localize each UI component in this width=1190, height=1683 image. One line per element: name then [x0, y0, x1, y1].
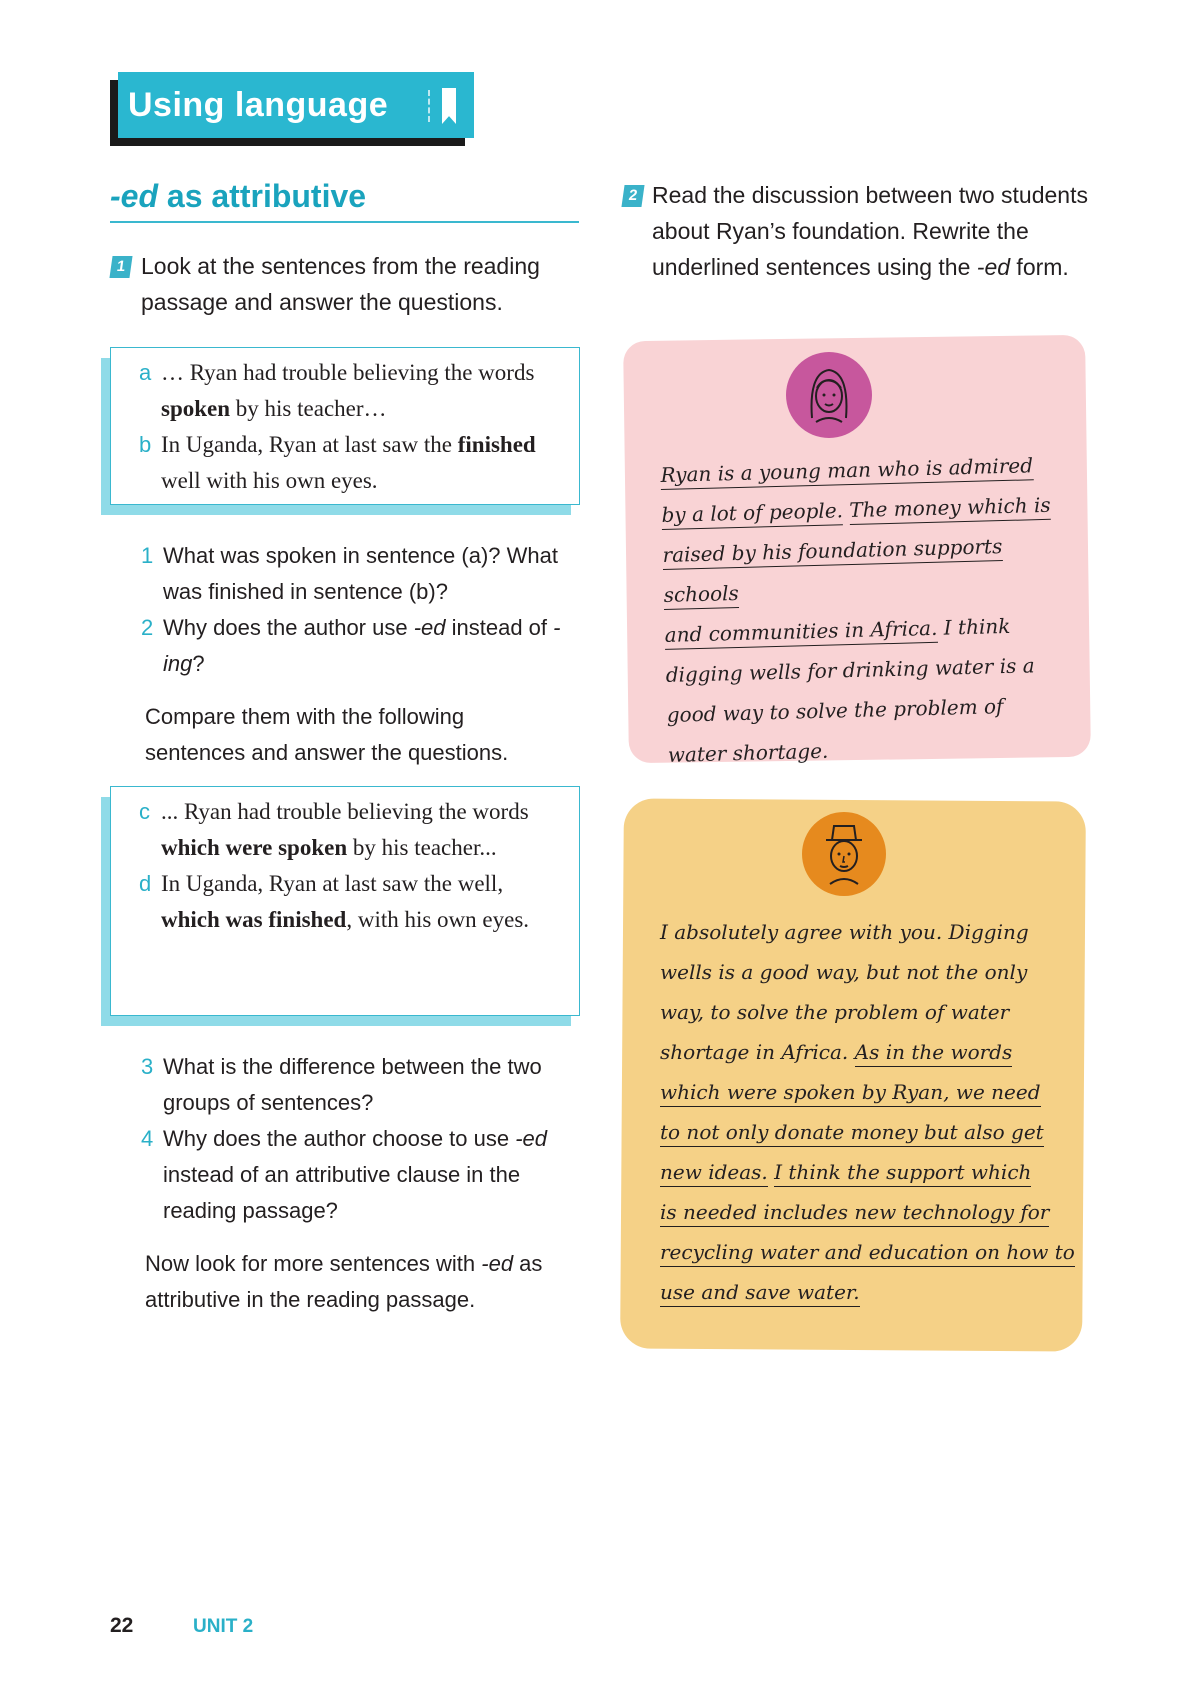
example-text: [161, 427, 563, 499]
exercise-2-instruction: [652, 177, 1102, 285]
example-sentence-d: [139, 866, 563, 938]
page-number: 22: [110, 1614, 134, 1637]
example-text-bold: which was finished: [161, 907, 347, 932]
example-text-plain: In Uganda, Ryan at last saw the: [161, 432, 458, 457]
example-text-bold: finished: [457, 432, 536, 457]
question-text-plain: ?: [192, 651, 205, 676]
boy-face-icon: [802, 812, 886, 896]
example-text-plain: In Uganda, Ryan at last saw the well,: [161, 871, 504, 896]
question-text: What was spoken in sentence (a)? What was finished in sentence (b)?: [163, 543, 558, 604]
example-text-bold: which were spoken: [161, 835, 348, 860]
example-text: [161, 794, 563, 866]
question-text: [163, 610, 586, 682]
yellow-line-2: wells is a good way, but not the only: [660, 960, 1028, 984]
question-number: 4: [141, 1126, 154, 1151]
underlined-text: and communities in Africa.: [664, 616, 937, 650]
underlined-text: The money which is: [849, 493, 1051, 525]
question-list-2: [141, 1049, 586, 1229]
grammar-heading: [110, 178, 579, 223]
example-box-2: [110, 786, 580, 1016]
pink-line-6: good way to solve the problem of: [666, 694, 1004, 727]
girl-face-icon: [786, 352, 872, 438]
example-letter: d: [139, 871, 152, 896]
yellow-card-text: [660, 912, 1080, 1312]
example-text-bold: spoken: [161, 396, 231, 421]
yellow-line-1: I absolutely agree with you. Digging: [660, 920, 1029, 944]
underlined-text: to not only donate money but also get: [660, 1120, 1044, 1147]
banner-title: Using language: [128, 85, 389, 124]
closing-text-em: -ed: [481, 1251, 514, 1276]
example-sentence-c: [139, 794, 563, 866]
question-number: 1: [141, 543, 154, 568]
example-letter: c: [139, 799, 150, 824]
plain-text: I think: [937, 613, 1011, 640]
pink-card-text: [660, 444, 1088, 775]
underlined-text: I think the support which: [774, 1160, 1031, 1187]
boy-avatar-icon: [802, 812, 886, 896]
yellow-line-6: [660, 1112, 1080, 1152]
closing-text-plain: Now look for more sentences with: [145, 1251, 482, 1276]
example-text-plain: , with his own eyes.: [346, 907, 530, 932]
question-text-em: -ed: [413, 615, 446, 640]
example-text-plain: by his teacher...: [347, 835, 497, 860]
question-text-em: -ing: [163, 615, 561, 676]
example-text: [161, 355, 563, 427]
example-text-plain: by his teacher…: [230, 396, 387, 421]
compare-instruction: Compare them with the following sentences and answer the questions.: [145, 704, 509, 765]
yellow-line-5: [660, 1072, 1080, 1112]
yellow-line-8: [660, 1192, 1080, 1232]
underlined-text: is needed includes new technology for: [660, 1200, 1049, 1227]
exercise-2-badge: 2: [621, 185, 644, 207]
underlined-text: Ryan is a young man who is admired: [660, 453, 1033, 490]
pink-line-3: [662, 524, 1084, 615]
yellow-line-7: [660, 1152, 1080, 1192]
question-text-plain: instead of an attributive clause in the reading passage?: [163, 1162, 521, 1223]
yellow-line-9: [660, 1232, 1080, 1272]
question-text-plain: Why does the author use: [163, 615, 414, 640]
grammar-heading-ed: -ed: [110, 178, 158, 214]
question-4: [141, 1121, 586, 1229]
question-number: 2: [141, 615, 154, 640]
underlined-text: by a lot of people.: [661, 498, 843, 530]
underlined-text: new ideas.: [660, 1160, 768, 1187]
underlined-text: As in the words: [855, 1040, 1013, 1067]
plain-text: shortage in Africa.: [660, 1040, 855, 1064]
unit-label: UNIT 2: [193, 1616, 254, 1637]
pink-line-5: digging wells for drinking water is a: [665, 653, 1035, 687]
example-letter: a: [139, 360, 152, 385]
question-text-plain: instead of: [445, 615, 554, 640]
example-box-1: [110, 347, 580, 505]
underlined-text: recycling water and education on how to: [660, 1240, 1075, 1267]
question-3: [141, 1049, 586, 1121]
question-2: [141, 610, 586, 682]
yellow-line-10: [660, 1272, 1080, 1312]
closing-instruction: [145, 1246, 585, 1318]
instruction-text-em: -ed: [976, 254, 1011, 280]
example-text-plain: well with his own eyes.: [161, 468, 378, 493]
question-1: [141, 538, 586, 610]
exercise-1-badge: 1: [109, 256, 132, 278]
pink-line-7: water shortage.: [667, 738, 829, 767]
closing-text-plain: as attributive in the reading passage.: [145, 1251, 543, 1312]
example-letter: b: [139, 432, 152, 457]
underlined-text: which were spoken by Ryan, we need: [660, 1080, 1041, 1107]
example-sentence-a: [139, 355, 563, 427]
yellow-line-3: way, to solve the problem of water: [660, 1000, 1010, 1024]
question-text: What is the difference between the two groups of sentences?: [163, 1054, 542, 1115]
question-text-em: -ed: [515, 1126, 548, 1151]
question-text-plain: Why does the author choose to use: [163, 1126, 516, 1151]
example-text-plain: ... Ryan had trouble believing the words: [161, 799, 529, 824]
yellow-line-4: [660, 1032, 1080, 1072]
section-banner: [118, 72, 474, 138]
underlined-text: use and save water.: [660, 1280, 860, 1307]
example-text-plain: … Ryan had trouble believing the words: [161, 360, 535, 385]
grammar-heading-rest: as attributive: [158, 178, 367, 214]
underlined-text: raised by his foundation supports schools: [662, 534, 1002, 610]
example-sentence-b: [139, 427, 563, 499]
banner-divider: [428, 90, 430, 122]
exercise-1-instruction: Look at the sentences from the reading passage and answer the questions.: [141, 253, 540, 315]
bookmark-icon: [442, 88, 456, 124]
instruction-text-plain: Read the discussion between two students about Ryan’s foundation. Rewrite the underlined sentences using the: [652, 182, 1088, 280]
question-list-1: [141, 538, 586, 682]
example-text: [161, 866, 563, 938]
girl-avatar-icon: [786, 352, 872, 438]
question-number: 3: [141, 1054, 154, 1079]
question-text: [163, 1121, 586, 1229]
instruction-text-plain: form.: [1010, 254, 1069, 280]
